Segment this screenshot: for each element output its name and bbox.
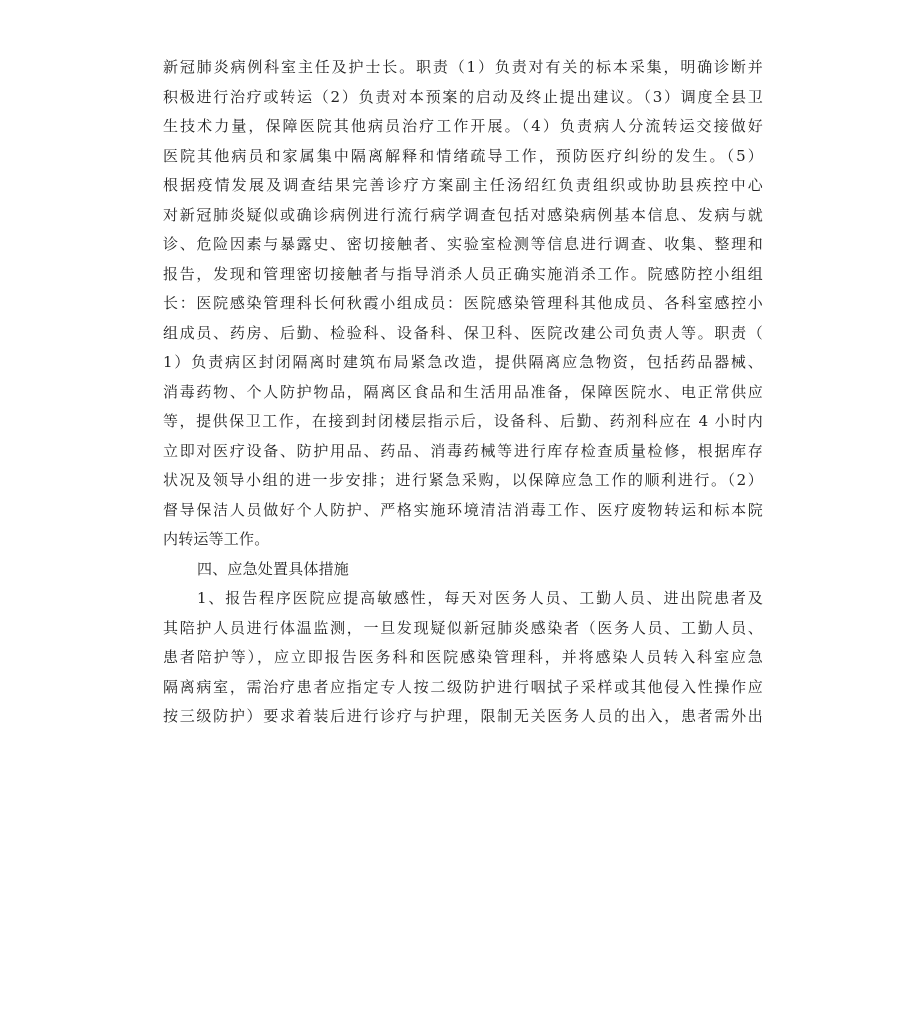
body-line: 内转运等工作。: [163, 530, 270, 548]
section-heading: 四、应急处置具体措施: [197, 559, 350, 578]
section-line: 按三级防护）要求着装后进行诊疗与护理，限制无关医务人员的出入，患者需外出: [163, 707, 763, 725]
body-line: 1）负责病区封闭隔离时建筑布局紧急改造，提供隔离应急物资，包括药品器械、: [163, 353, 763, 371]
body-line: 长：医院感染管理科长何秋霞小组成员：医院感染管理科其他成员、各科室感控小: [163, 294, 763, 312]
body-line: 立即对医疗设备、防护用品、药品、消毒药械等进行库存检查质量检修，根据库存: [163, 441, 763, 460]
body-line: 督导保洁人员做好个人防护、严格实施环境清洁消毒工作、医疗废物转运和标本院: [163, 500, 763, 519]
body-line: 报告，发现和管理密切接触者与指导消杀人员正确实施消杀工作。院感防控小组组: [163, 264, 763, 283]
body-line: 根据疫情发展及调查结果完善诊疗方案副主任汤绍红负责组织或协助县疾控中心: [163, 176, 763, 194]
body-line: 积极进行治疗或转运（2）负责对本预案的启动及终止提出建议。（3）调度全县卫: [163, 87, 763, 106]
section-line: 患者陪护等），应立即报告医务科和医院感染管理科，并将感染人员转入科室应急: [163, 648, 763, 666]
document-body: [163, 53, 763, 732]
body-line: 诊、危险因素与暴露史、密切接触者、实验室检测等信息进行调查、收集、整理和: [163, 235, 763, 253]
body-line: 组成员、药房、后勤、检验科、设备科、保卫科、医院改建公司负责人等。职责（: [163, 323, 763, 342]
body-line: 新冠肺炎病例科室主任及护士长。职责（1）负责对有关的标本采集，明确诊断并: [163, 58, 763, 76]
body-line: 等，提供保卫工作，在接到封闭楼层指示后，设备科、后勤、药剂科应在 4 小时内: [163, 412, 763, 430]
section-line: 隔离病室，需治疗患者应指定专人按二级防护进行咽拭子采样或其他侵入性操作应: [163, 677, 763, 696]
body-line: 消毒药物、个人防护物品，隔离区食品和生活用品准备，保障医院水、电正常供应: [163, 382, 763, 401]
section-line: 1、报告程序医院应提高敏感性，每天对医务人员、工勤人员、进出院患者及: [197, 589, 763, 607]
body-line: 医院其他病员和家属集中隔离解释和情绪疏导工作，预防医疗纠纷的发生。（5）: [163, 146, 763, 165]
section-line: 其陪护人员进行体温监测，一旦发现疑似新冠肺炎感染者（医务人员、工勤人员、: [163, 618, 763, 637]
body-line: 生技术力量，保障医院其他病员治疗工作开展。（4）负责病人分流转运交接做好: [163, 117, 763, 135]
body-line: 状况及领导小组的进一步安排；进行紧急采购，以保障应急工作的顺利进行。（2）: [163, 471, 763, 489]
body-line: 对新冠肺炎疑似或确诊病例进行流行病学调查包括对感染病例基本信息、发病与就: [163, 205, 763, 224]
